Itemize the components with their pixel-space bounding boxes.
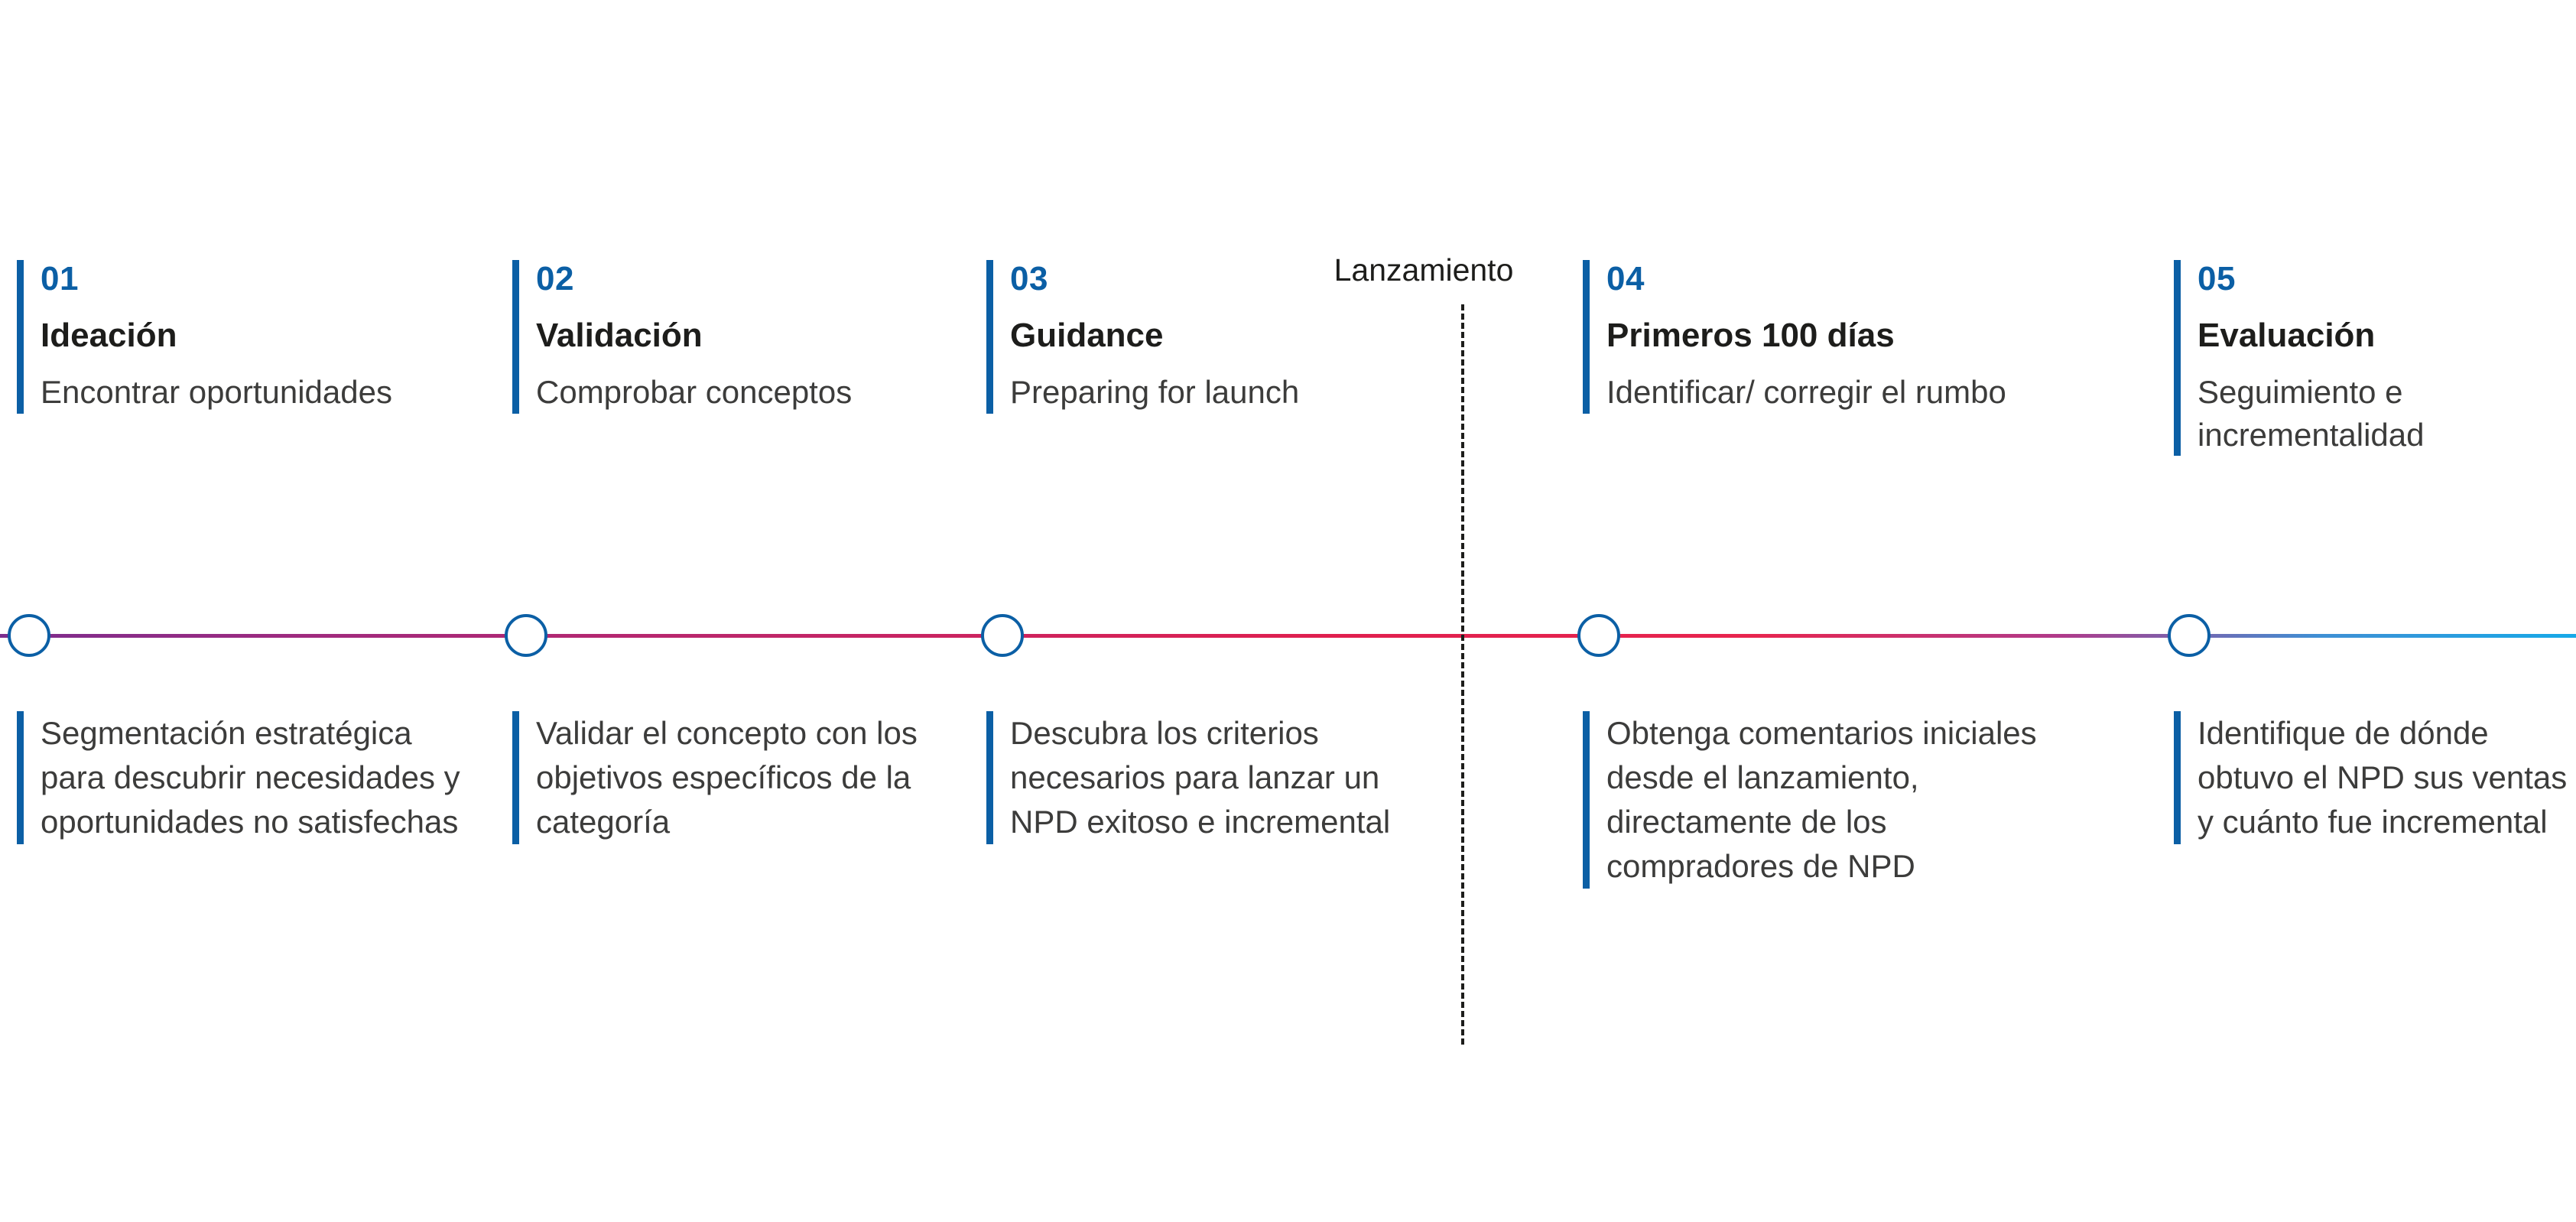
stage-top-05 xyxy=(2174,260,2576,456)
stage-subtitle-01: Encontrar oportunidades xyxy=(41,374,392,411)
stage-number-03: 03 xyxy=(1010,260,1048,297)
stage-title-05: Evaluación xyxy=(2198,316,2376,354)
stage-top-01 xyxy=(17,260,445,414)
timeline-node-02 xyxy=(505,614,547,657)
stage-subtitle-03: Preparing for launch xyxy=(1010,374,1300,411)
stage-top-02 xyxy=(512,260,940,414)
stage-description-05: Identifique de dónde obtuvo el NPD sus ventas y cuánto fue incremental xyxy=(2174,711,2571,844)
stage-description-04: Obtenga comentarios iniciales desde el lanzamiento, directamente de los compradores de NPD xyxy=(1583,711,2042,889)
stage-title-03: Guidance xyxy=(1010,316,1164,354)
timeline-node-03 xyxy=(981,614,1024,657)
stage-title-04: Primeros 100 días xyxy=(1606,316,1895,354)
stage-number-04: 04 xyxy=(1606,260,1645,297)
stage-subtitle-04: Identificar/ corregir el rumbo xyxy=(1606,374,2006,411)
stage-subtitle-05: Seguimiento e incrementalidad xyxy=(2198,374,2425,453)
launch-marker-line xyxy=(1461,304,1464,1045)
timeline-node-01 xyxy=(8,614,50,657)
stage-top-04 xyxy=(1583,260,2057,414)
stage-description-01: Segmentación estratégica para descubrir necesidades y oportunidades no satisfechas xyxy=(17,711,460,844)
stage-title-01: Ideación xyxy=(41,316,177,354)
stage-subtitle-02: Comprobar conceptos xyxy=(536,374,853,411)
stage-number-01: 01 xyxy=(41,260,79,297)
stage-number-05: 05 xyxy=(2198,260,2236,297)
stage-description-03: Descubra los criterios necesarios para lanzar un NPD exitoso e incremental xyxy=(986,711,1430,844)
stage-description-02: Validar el concepto con los objetivos específicos de la categoría xyxy=(512,711,971,844)
timeline-node-04 xyxy=(1577,614,1620,657)
launch-marker-label: Lanzamiento xyxy=(1333,252,1514,288)
stage-title-02: Validación xyxy=(536,316,703,354)
stage-top-03 xyxy=(986,260,1415,414)
timeline-node-05 xyxy=(2168,614,2211,657)
stage-number-02: 02 xyxy=(536,260,574,297)
